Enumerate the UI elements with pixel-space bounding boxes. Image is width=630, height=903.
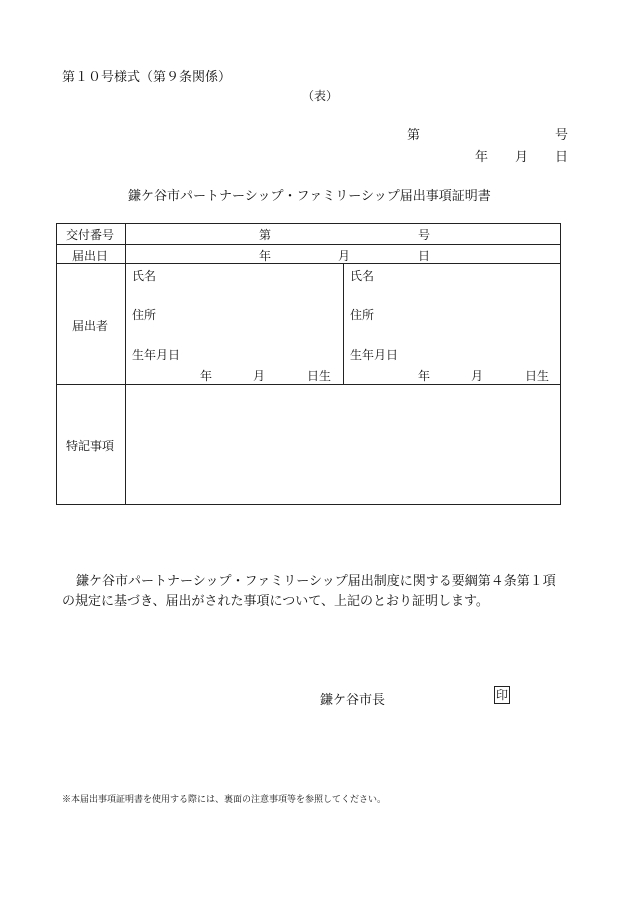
header-month: 月 xyxy=(515,150,529,165)
filing-date-year: 年 xyxy=(259,249,272,263)
header-day: 日 xyxy=(555,150,569,165)
filer2-address-label: 住所 xyxy=(350,308,375,322)
header-year: 年 xyxy=(475,150,489,165)
notes-label: 特記事項 xyxy=(66,439,115,453)
issue-number-label: 交付番号 xyxy=(66,228,115,242)
filer2-dob-month: 月 xyxy=(471,369,484,383)
filing-date-day: 日 xyxy=(418,249,431,263)
filer1-name-label: 氏名 xyxy=(132,269,157,283)
certification-line-2: の規定に基づき、届出がされた事項について、上記のとおり証明します。 xyxy=(62,594,489,609)
filer-label: 届出者 xyxy=(72,319,109,333)
issue-number-prefix: 第 xyxy=(259,228,272,242)
filing-date-month: 月 xyxy=(338,249,351,263)
certification-line-1: 鎌ケ谷市パートナーシップ・ファミリーシップ届出制度に関する要綱第４条第１項 xyxy=(76,574,556,589)
mayor-title: 鎌ケ谷市長 xyxy=(320,693,386,708)
header-number-prefix: 第 xyxy=(407,128,421,143)
filer1-dob-year: 年 xyxy=(200,369,213,383)
filer1-address-label: 住所 xyxy=(132,308,157,322)
filer2-name-label: 氏名 xyxy=(350,269,375,283)
filer1-dob-label: 生年月日 xyxy=(132,348,181,362)
filer2-dob-year: 年 xyxy=(418,369,431,383)
form-id: 第１０号様式（第９条関係） xyxy=(62,70,232,85)
filer1-dob-month: 月 xyxy=(253,369,266,383)
filer2-dob-day: 日生 xyxy=(525,369,550,383)
filer2-dob-label: 生年月日 xyxy=(350,348,399,362)
header-number-suffix: 号 xyxy=(555,128,569,143)
footnote: ※本届出事項証明書を使用する際には、裏面の注意事項等を参照してください。 xyxy=(62,795,387,805)
side-label: （表） xyxy=(302,89,339,103)
filing-date-label: 届出日 xyxy=(72,249,109,263)
filer1-dob-day: 日生 xyxy=(307,369,332,383)
issue-number-suffix: 号 xyxy=(418,228,431,242)
seal-mark: 印 xyxy=(495,688,508,702)
document-title: 鎌ケ谷市パートナーシップ・ファミリーシップ届出事項証明書 xyxy=(128,189,491,204)
